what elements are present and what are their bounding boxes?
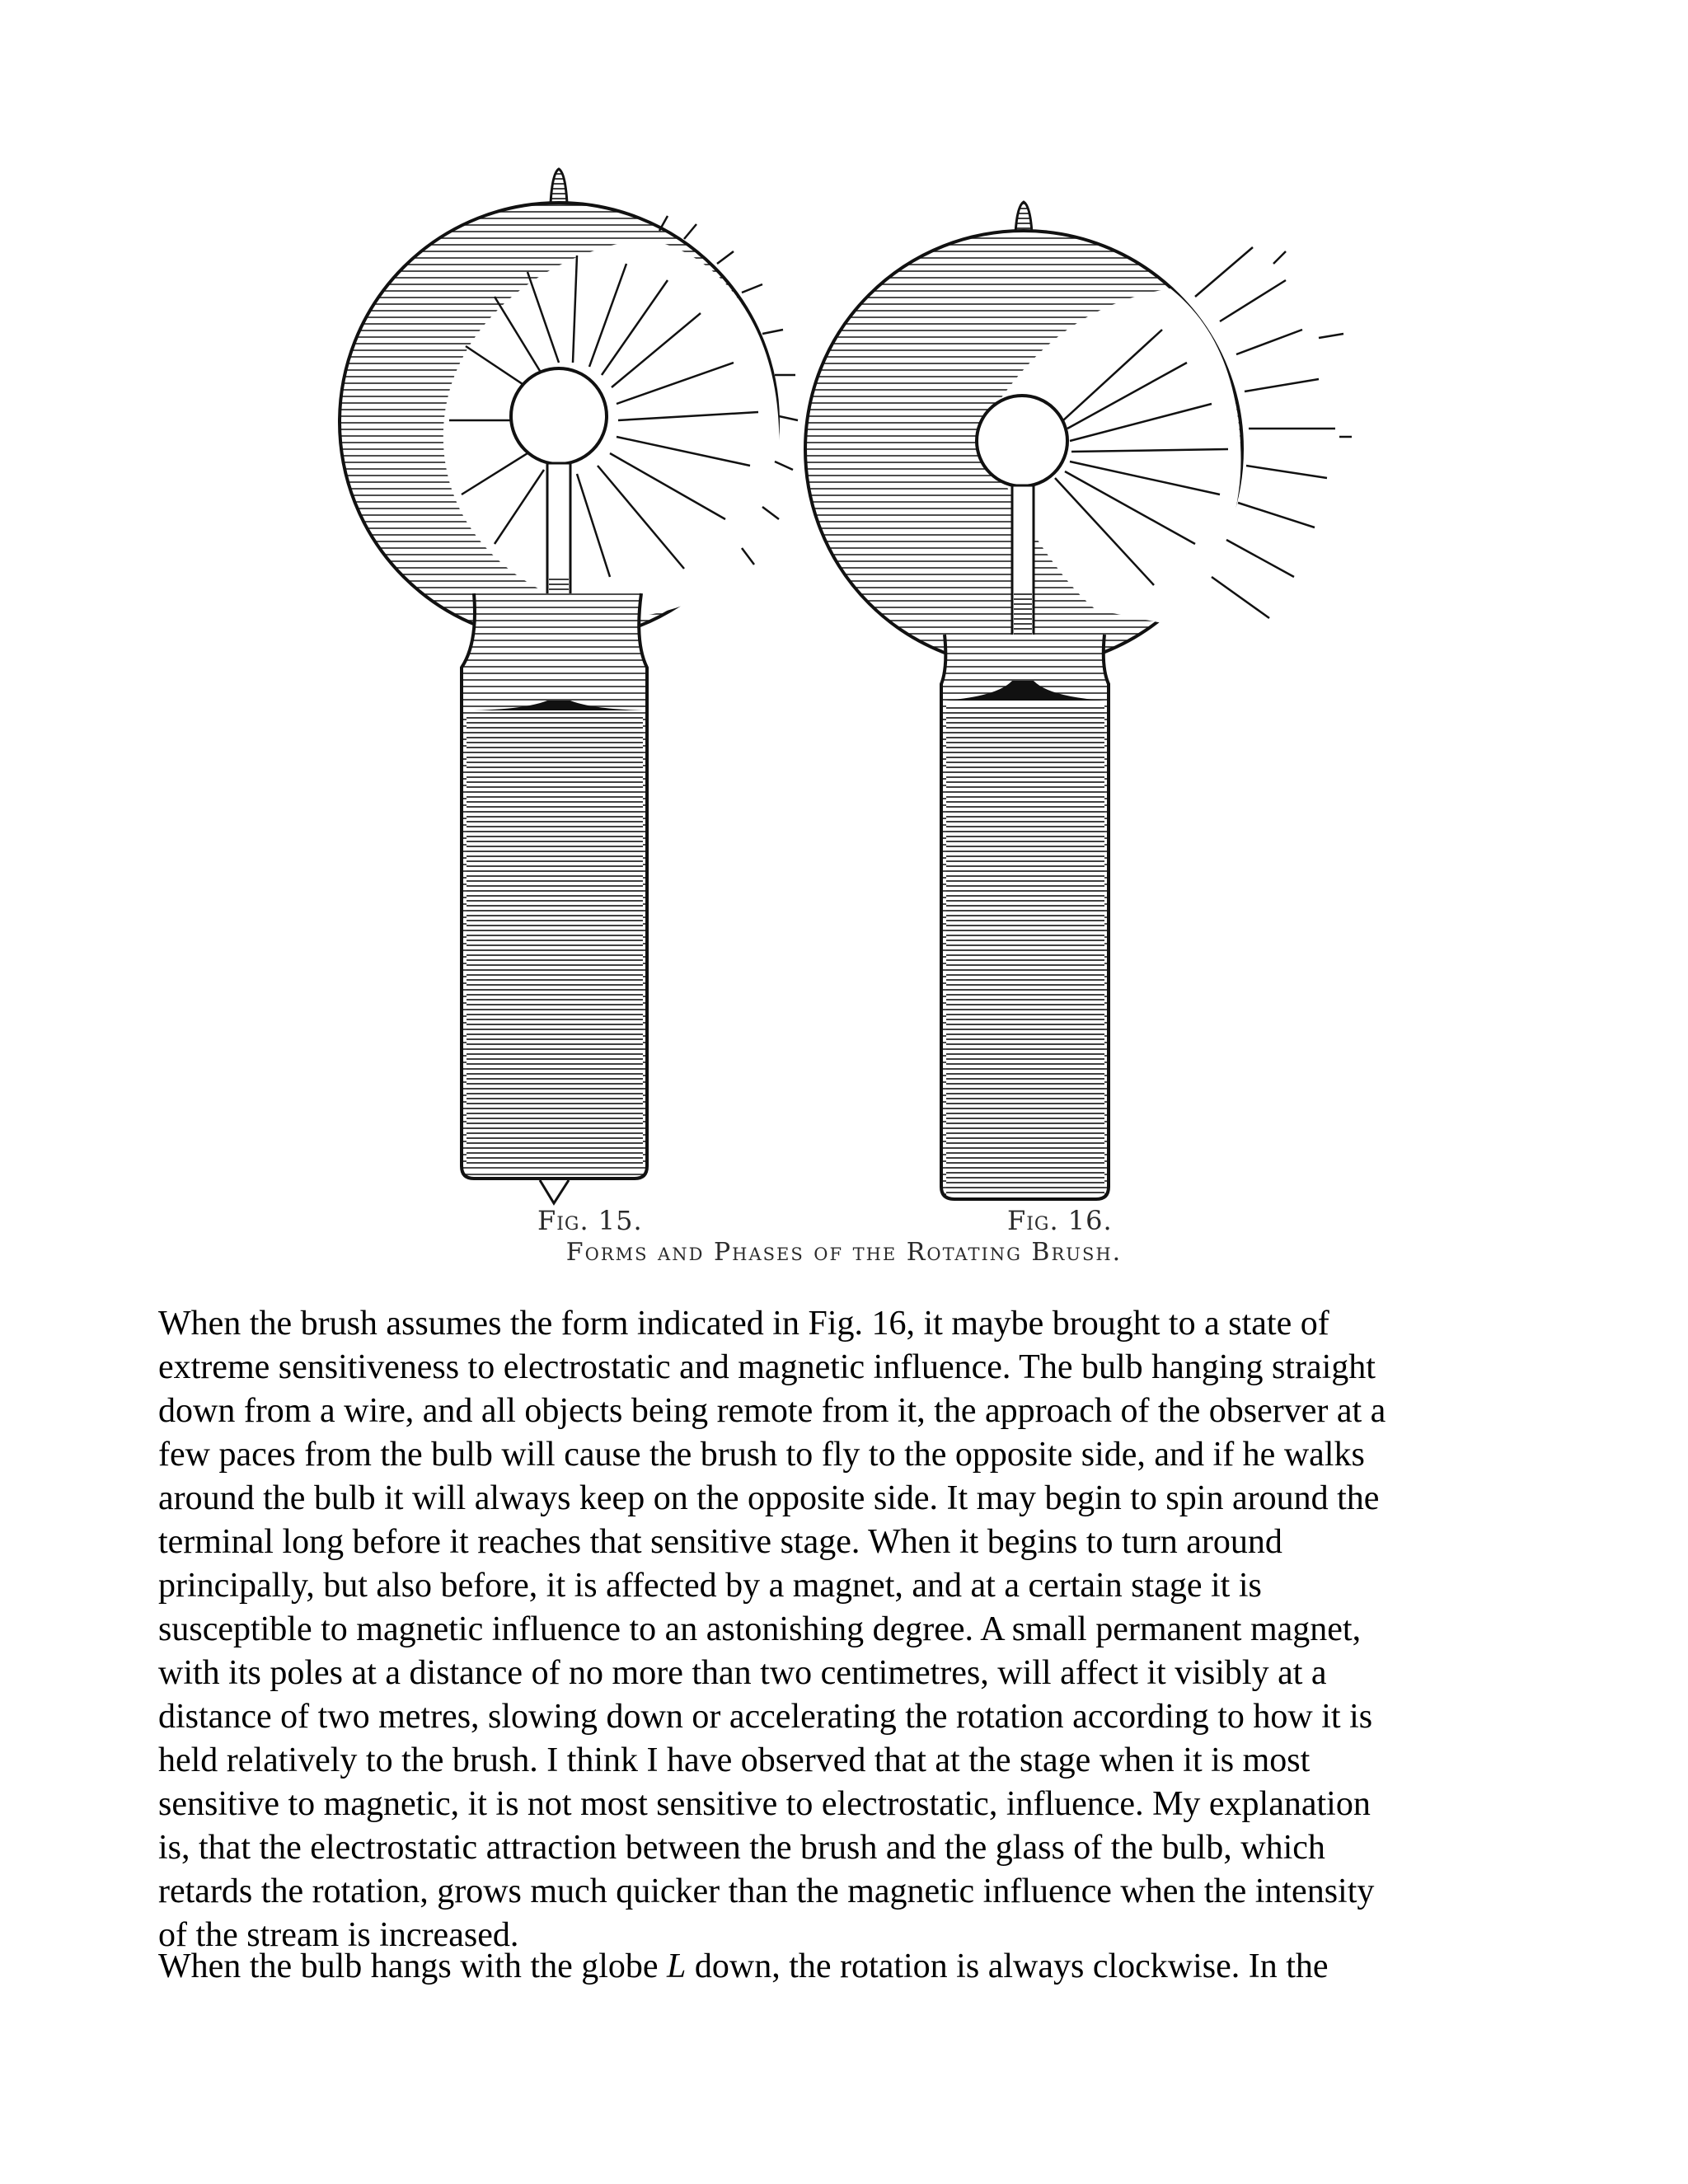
paragraph-1 <box>158 1302 1533 1957</box>
text-line: with its poles at a distance of no more than two centimetres, will affect it visibly at a <box>158 1654 1327 1692</box>
figure-caption: Forms and Phases of the Rotating Brush. <box>565 1238 1123 1267</box>
globe-label: L <box>667 1947 687 1985</box>
text-line: susceptible to magnetic influence to an astonishing degree. A small permanent magnet, <box>158 1610 1362 1648</box>
text-line: principally, but also before, it is affected by a magnet, and at a certain stage it is <box>158 1567 1262 1605</box>
fig16-label: Fig. 16. <box>1007 1205 1113 1236</box>
text-line: distance of two metres, slowing down or accelerating the rotation according to how it is <box>158 1698 1373 1736</box>
text-line: extreme sensitiveness to electrostatic and magnetic influence. The bulb hanging straight <box>158 1348 1376 1386</box>
paragraph-2 <box>158 1945 1533 1989</box>
text-line: sensitive to magnetic, it is not most sensitive to electrostatic, influence. My explanation <box>158 1785 1371 1823</box>
text-line: retards the rotation, grows much quicker than the magnetic influence when the intensity <box>158 1872 1375 1910</box>
text-line: terminal long before it reaches that sensitive stage. When it begins to turn around <box>158 1523 1282 1561</box>
text-line: held relatively to the brush. I think I have observed that at the stage when it is most <box>158 1741 1311 1779</box>
text-line: few paces from the bulb will cause the brush to fly to the opposite side, and if he walks <box>158 1436 1365 1474</box>
text-line: down from a wire, and all objects being remote from it, the approach of the observer at a <box>158 1392 1386 1430</box>
text-run: When the bulb hangs with the globe <box>158 1947 668 1985</box>
fig15-bulb <box>340 169 798 1203</box>
fig15-label: Fig. 15. <box>537 1205 643 1236</box>
text-line: When the brush assumes the form indicated in Fig. 16, it maybe brought to a state of <box>158 1305 1329 1343</box>
text-line: of the stream is increased. <box>158 1916 519 1954</box>
text-line: around the bulb it will always keep on the opposite side. It may begin to spin around the <box>158 1479 1380 1517</box>
fig16-bulb <box>805 202 1352 1199</box>
text-line <box>158 1945 1533 1989</box>
text-line: is, that the electrostatic attraction between the brush and the glass of the bulb, which <box>158 1829 1325 1867</box>
text-run: down, the rotation is always clockwise. In the <box>686 1947 1329 1985</box>
